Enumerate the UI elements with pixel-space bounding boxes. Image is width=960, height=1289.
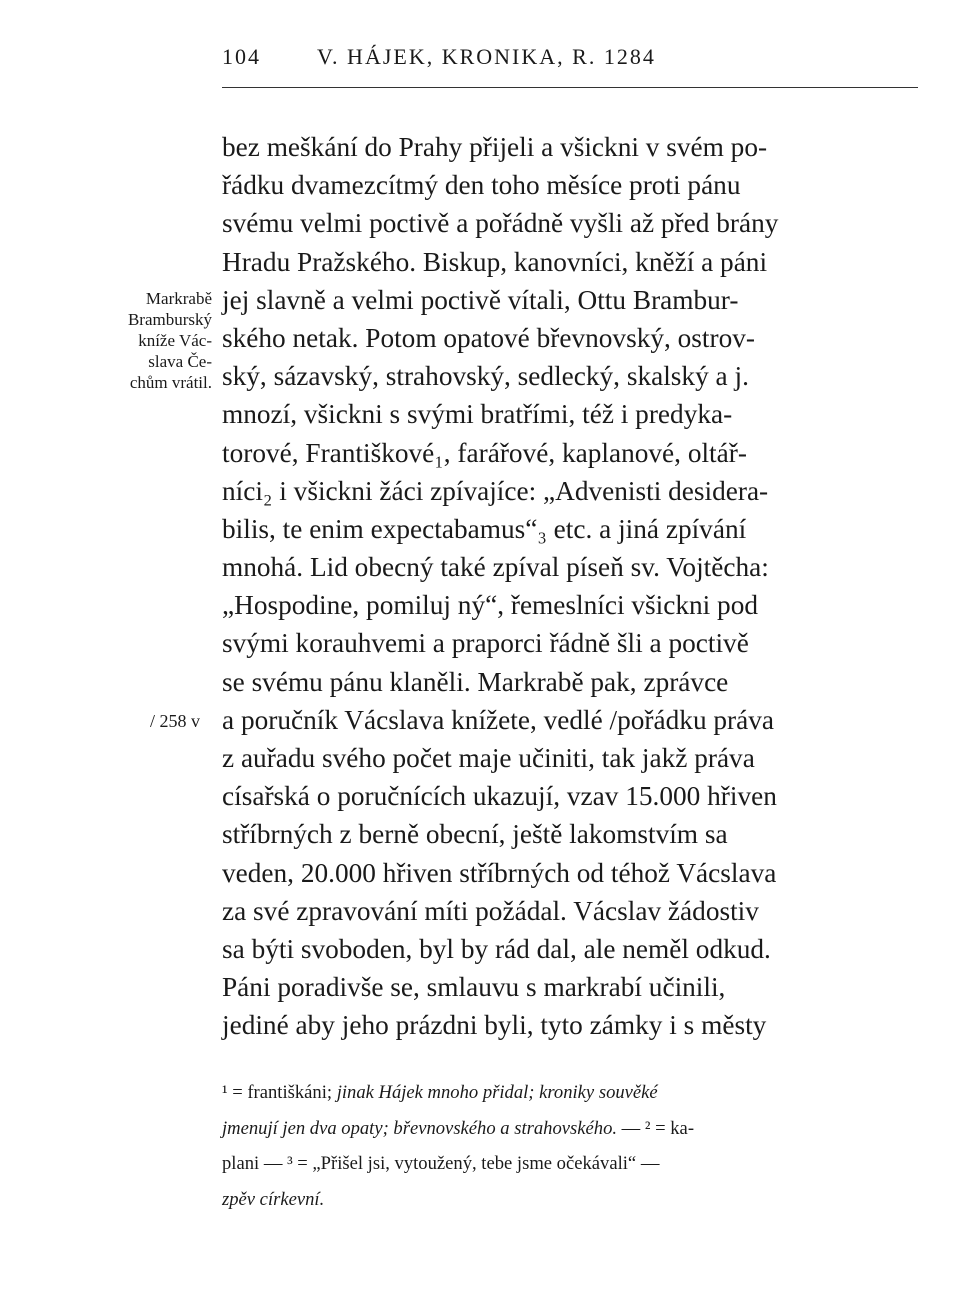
text-line: bez meškání do Prahy přijeli a všickni v svém po- (222, 132, 768, 162)
text-line: bilis, te enim expectabamus“₃ etc. a jiná zpívání (222, 513, 747, 544)
footnote-1-commentary-cont: jmenují jen dva opaty; břevnovského a strahovského. (222, 1117, 618, 1139)
text-line: torové, Františkové₁, farářové, kaplanové, oltář- (222, 437, 747, 468)
text-line: „Hospodine, pomiluj ný“, řemeslníci všickni pod (222, 590, 758, 621)
footnote-1-commentary: jinak Hájek mnoho přidal; kroniky souvěké (336, 1082, 658, 1103)
footnote-2-label: — ² = ka- (617, 1117, 695, 1139)
footnote-line: plani — ³ = „Přišel jsi, vytoužený, tebe jsme očekávali“ — (222, 1153, 660, 1174)
text-line: císařská o poručnících ukazují, vzav 15.000 hřiven (222, 781, 777, 812)
text-line: řádku dvamezcítmý den toho měsíce proti pánu (222, 170, 741, 201)
page-number: 104 (222, 44, 261, 69)
text-line: za své zpravování míti požádal. Vácslav žádostiv (222, 895, 759, 926)
header-rule (222, 87, 918, 88)
text-line: Páni poradivše se, smlauvu s markrabí učinili, (222, 972, 726, 1003)
text-line: ského netak. Potom opatové břevnovský, ostrov- (222, 322, 755, 353)
footnotes (222, 1075, 922, 1217)
text-line: sa býti svoboden, byl by rád dal, ale neměl odkud. (222, 933, 771, 964)
margin-note-line: Markrabě (145, 289, 212, 308)
text-line: ský, sázavský, strahovský, sedlecký, skalský a j. (222, 361, 749, 392)
main-text (222, 128, 922, 1045)
text-line: a poručník Vácslava knížete, vedlé /pořádku práva (222, 704, 775, 735)
text-line: jediné aby jeho prázdni byli, tyto zámky i s městy (222, 1010, 767, 1041)
footnote-line (222, 1111, 922, 1147)
margin-note-line: chům vrátil. (129, 373, 212, 392)
text-line: mnozí, všickni s svými bratřími, též i predyka- (222, 399, 733, 430)
text-line: níci₂ i všickni žáci zpívajíce: „Advenisti desidera- (222, 475, 769, 506)
margin-note-line: slava Če- (148, 352, 212, 371)
running-title: V. HÁJEK, KRONIKA, R. 1284 (317, 44, 656, 69)
footnote-line (222, 1075, 922, 1111)
text-line: mnohá. Lid obecný také zpíval píseň sv. Vojtěcha: (222, 552, 769, 583)
footnote-1-label: ¹ = františkáni; (222, 1082, 337, 1103)
running-header (222, 44, 656, 70)
text-line: se svému pánu klaněli. Markrabě pak, zprávce (222, 666, 729, 697)
text-line: Hradu Pražského. Biskup, kanovníci, kněží a páni (222, 246, 768, 277)
text-line: z auřadu svého počet maje učiniti, tak jakž práva (222, 743, 755, 773)
margin-note-line: kníže Vác- (138, 331, 212, 350)
footnote-line (222, 1182, 922, 1218)
text-line: stříbrných z berně obecní, ještě lakomstvím sa (222, 819, 728, 850)
text-line: svému velmi poctivě a pořádně vyšli až před brány (222, 208, 779, 239)
text-line: jej slavně a velmi poctivě vítali, Ottu Brambur- (222, 284, 739, 315)
margin-folio-reference: / 258 v (149, 711, 200, 731)
margin-note-line: Bramburský (127, 310, 212, 329)
text-line: veden, 20.000 hřiven stříbrných od téhož Vácslava (222, 857, 777, 888)
margin-note-brambursky (40, 288, 212, 393)
text-line: svými korauhvemi a praporci řádně šli a poctivě (222, 628, 749, 659)
footnote-3-commentary: zpěv církevní. (222, 1188, 325, 1210)
